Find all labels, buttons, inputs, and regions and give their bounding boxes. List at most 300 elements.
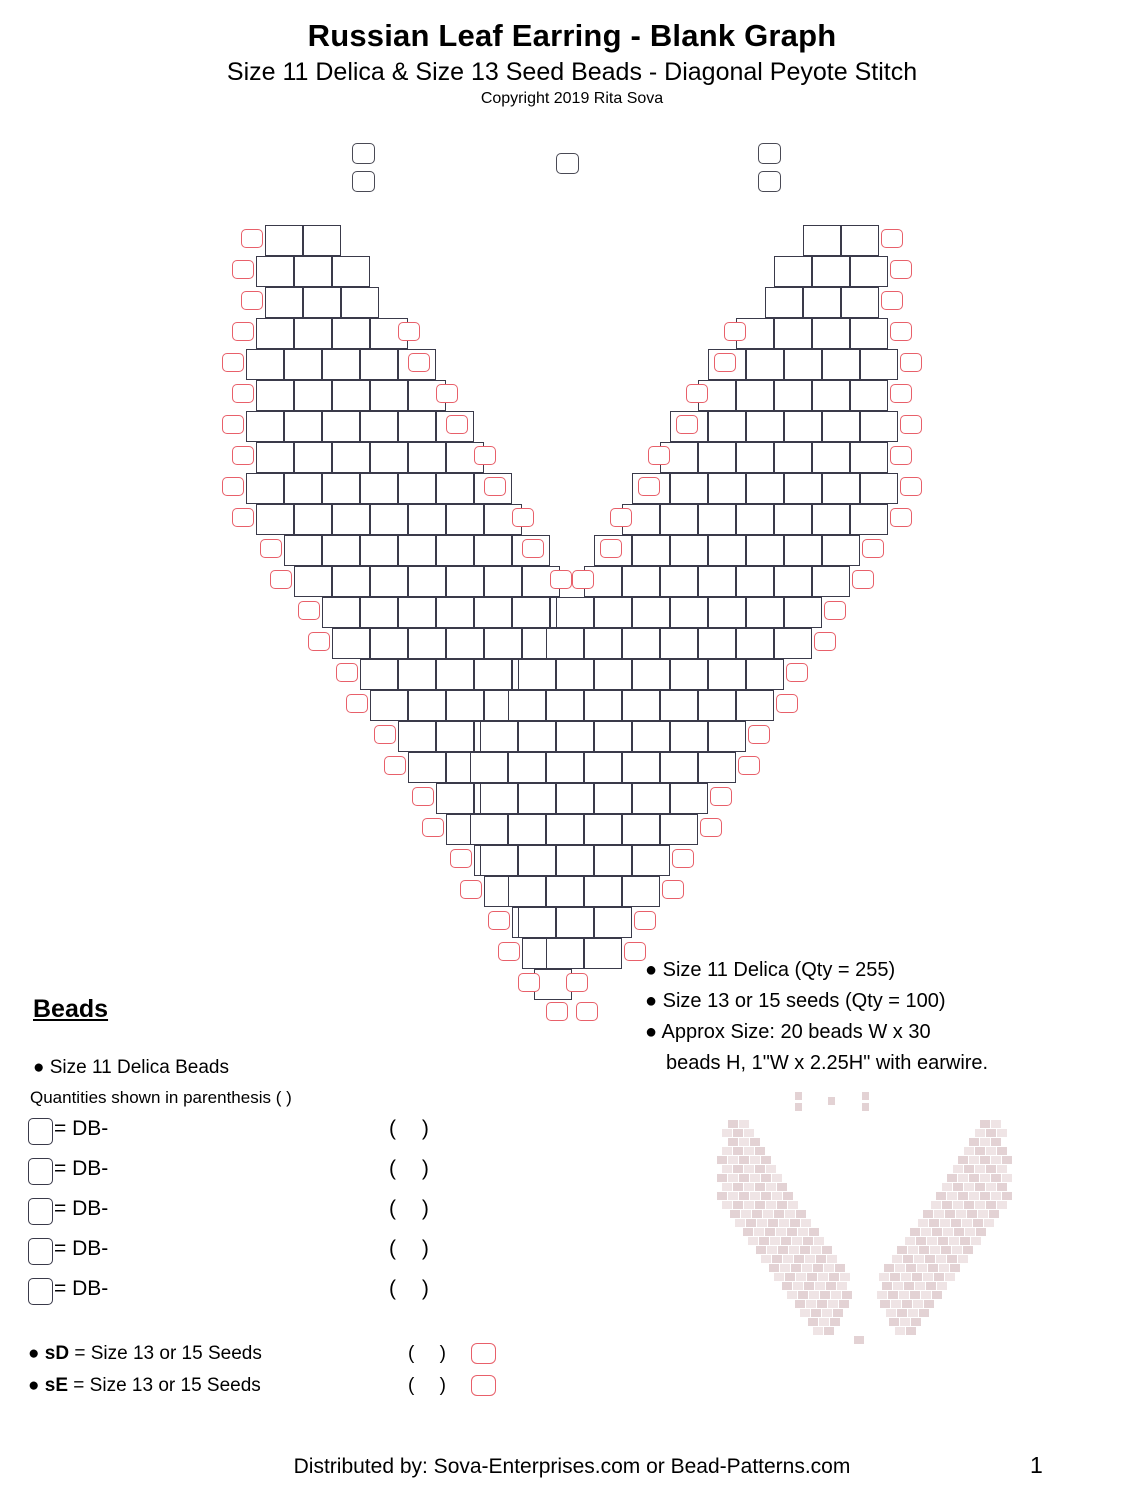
bead-cell[interactable]: [256, 380, 294, 411]
bead-cell[interactable]: [812, 566, 850, 597]
bead-cell[interactable]: [370, 380, 408, 411]
bead-cell[interactable]: [332, 256, 370, 287]
bead-cell[interactable]: [436, 473, 474, 504]
seed-bead-cell[interactable]: [572, 570, 594, 589]
bead-cell[interactable]: [446, 566, 484, 597]
seed-bead-cell[interactable]: [232, 322, 254, 341]
bead-cell[interactable]: [446, 628, 484, 659]
bead-cell[interactable]: [822, 349, 860, 380]
bead-cell[interactable]: [294, 442, 332, 473]
bead-cell[interactable]: [408, 690, 446, 721]
bead-cell[interactable]: [670, 659, 708, 690]
bead-cell[interactable]: [284, 349, 322, 380]
bead-cell[interactable]: [594, 907, 632, 938]
bead-cell[interactable]: [822, 473, 860, 504]
seed-bead-cell[interactable]: [610, 508, 632, 527]
seed-bead-cell[interactable]: [862, 539, 884, 558]
bead-cell[interactable]: [594, 721, 632, 752]
bead-cell[interactable]: [708, 535, 746, 566]
bead-cell[interactable]: [670, 535, 708, 566]
bead-cell[interactable]: [850, 442, 888, 473]
bead-cell[interactable]: [746, 411, 784, 442]
bead-cell[interactable]: [398, 721, 436, 752]
bead-cell[interactable]: [660, 690, 698, 721]
seed-bead-cell[interactable]: [852, 570, 874, 589]
bead-cell[interactable]: [736, 442, 774, 473]
bead-cell[interactable]: [860, 411, 898, 442]
seed-bead-cell[interactable]: [422, 818, 444, 837]
bead-cell[interactable]: [850, 318, 888, 349]
bead-cell[interactable]: [622, 690, 660, 721]
seed-bead-cell[interactable]: [384, 756, 406, 775]
bead-cell[interactable]: [784, 411, 822, 442]
bead-cell[interactable]: [294, 256, 332, 287]
seed-bead-cell[interactable]: [814, 632, 836, 651]
bead-cell[interactable]: [708, 473, 746, 504]
bead-cell[interactable]: [556, 721, 594, 752]
bead-cell[interactable]: [546, 752, 584, 783]
bead-cell[interactable]: [408, 442, 446, 473]
seed-bead-cell[interactable]: [686, 384, 708, 403]
bead-cell[interactable]: [408, 628, 446, 659]
bead-cell[interactable]: [360, 473, 398, 504]
bead-cell[interactable]: [436, 535, 474, 566]
bead-cell[interactable]: [632, 535, 670, 566]
bead-cell[interactable]: [594, 845, 632, 876]
seed-bead-cell[interactable]: [374, 725, 396, 744]
thumbnail-bead: [976, 1228, 986, 1236]
bead-cell[interactable]: [294, 380, 332, 411]
bead-cell[interactable]: [698, 628, 736, 659]
seed-bead-cell[interactable]: [672, 849, 694, 868]
bead-cell[interactable]: [594, 783, 632, 814]
seed-bead-cell[interactable]: [512, 508, 534, 527]
thumbnail-bead: [964, 1201, 974, 1209]
bead-cell[interactable]: [632, 659, 670, 690]
bead-cell[interactable]: [812, 504, 850, 535]
seed-bead-cell[interactable]: [336, 663, 358, 682]
seed-bead-cell[interactable]: [890, 446, 912, 465]
top-bead[interactable]: [556, 153, 579, 174]
seed-bead-cell[interactable]: [232, 508, 254, 527]
bead-cell[interactable]: [698, 442, 736, 473]
bead-cell[interactable]: [518, 659, 556, 690]
bead-cell[interactable]: [470, 814, 508, 845]
seed-bead-cell[interactable]: [408, 353, 430, 372]
bead-cell[interactable]: [698, 752, 736, 783]
bead-cell[interactable]: [784, 349, 822, 380]
bead-cell[interactable]: [622, 814, 660, 845]
bead-cell[interactable]: [546, 876, 584, 907]
bead-cell[interactable]: [256, 442, 294, 473]
bead-cell[interactable]: [850, 380, 888, 411]
bead-cell[interactable]: [584, 752, 622, 783]
bead-cell[interactable]: [670, 721, 708, 752]
bead-cell[interactable]: [622, 752, 660, 783]
bead-cell[interactable]: [246, 411, 284, 442]
bead-cell[interactable]: [670, 783, 708, 814]
bead-cell[interactable]: [398, 597, 436, 628]
seed-bead-cell[interactable]: [298, 601, 320, 620]
seed-bead-cell[interactable]: [576, 1002, 598, 1021]
bead-cell[interactable]: [322, 535, 360, 566]
bead-cell[interactable]: [480, 721, 518, 752]
seed-bead-cell[interactable]: [222, 415, 244, 434]
bead-cell[interactable]: [774, 628, 812, 659]
bead-cell[interactable]: [474, 535, 512, 566]
seed-bead-cell[interactable]: [446, 415, 468, 434]
top-bead[interactable]: [758, 143, 781, 164]
bead-cell[interactable]: [360, 411, 398, 442]
seed-bead-cell[interactable]: [474, 446, 496, 465]
bead-cell[interactable]: [322, 349, 360, 380]
bead-cell[interactable]: [860, 473, 898, 504]
seed-bead-cell[interactable]: [624, 942, 646, 961]
bead-cell[interactable]: [632, 597, 670, 628]
seed-bead-cell[interactable]: [550, 570, 572, 589]
bead-cell[interactable]: [632, 845, 670, 876]
seed-bead-cell[interactable]: [776, 694, 798, 713]
bead-cell[interactable]: [784, 597, 822, 628]
thumbnail-bead: [739, 1120, 749, 1128]
bead-cell[interactable]: [660, 566, 698, 597]
seed-bead-cell[interactable]: [232, 384, 254, 403]
bead-cell[interactable]: [436, 783, 474, 814]
thumbnail-bead: [840, 1273, 850, 1281]
seed-bead-cell[interactable]: [308, 632, 330, 651]
bead-cell[interactable]: [322, 597, 360, 628]
thumbnail-bead: [830, 1318, 840, 1326]
bead-cell[interactable]: [360, 349, 398, 380]
bead-cell[interactable]: [484, 628, 522, 659]
bead-cell[interactable]: [508, 752, 546, 783]
bead-cell[interactable]: [822, 535, 860, 566]
bead-cell[interactable]: [332, 504, 370, 535]
bead-cell[interactable]: [518, 721, 556, 752]
top-bead[interactable]: [758, 171, 781, 192]
seed-bead-cell[interactable]: [786, 663, 808, 682]
legend-row-label: = DB-: [54, 1237, 109, 1260]
bead-cell[interactable]: [746, 349, 784, 380]
bead-cell[interactable]: [660, 814, 698, 845]
bead-cell[interactable]: [736, 690, 774, 721]
bead-cell[interactable]: [398, 411, 436, 442]
bead-cell[interactable]: [512, 597, 550, 628]
bead-cell[interactable]: [370, 690, 408, 721]
bead-cell[interactable]: [784, 473, 822, 504]
bead-cell[interactable]: [736, 380, 774, 411]
seed-bead-cell[interactable]: [662, 880, 684, 899]
bead-cell[interactable]: [556, 783, 594, 814]
bead-cell[interactable]: [408, 566, 446, 597]
bead-cell[interactable]: [265, 287, 303, 318]
bead-cell[interactable]: [660, 628, 698, 659]
delica-swatch-icon: [28, 1118, 53, 1145]
bead-cell[interactable]: [518, 783, 556, 814]
bead-cell[interactable]: [265, 225, 303, 256]
bead-cell[interactable]: [670, 597, 708, 628]
bead-cell[interactable]: [484, 566, 522, 597]
seed-bead-cell[interactable]: [600, 539, 622, 558]
thumbnail-bead: [915, 1282, 925, 1290]
seed-bead-cell[interactable]: [900, 415, 922, 434]
bead-cell[interactable]: [508, 814, 546, 845]
bead-cell[interactable]: [332, 566, 370, 597]
seed-bead-cell[interactable]: [724, 322, 746, 341]
seed-bead-cell[interactable]: [436, 384, 458, 403]
bead-cell[interactable]: [850, 504, 888, 535]
bead-cell[interactable]: [803, 287, 841, 318]
seed-bead-cell[interactable]: [412, 787, 434, 806]
bead-cell[interactable]: [774, 504, 812, 535]
thumbnail-bead: [991, 1174, 1001, 1182]
bead-cell[interactable]: [584, 628, 622, 659]
bead-cell[interactable]: [746, 535, 784, 566]
bead-cell[interactable]: [408, 752, 446, 783]
bead-cell[interactable]: [256, 318, 294, 349]
bead-cell[interactable]: [470, 752, 508, 783]
bead-cell[interactable]: [708, 597, 746, 628]
bead-cell[interactable]: [698, 504, 736, 535]
bead-cell[interactable]: [622, 628, 660, 659]
bead-cell[interactable]: [370, 566, 408, 597]
seed-bead-cell[interactable]: [890, 384, 912, 403]
bead-cell[interactable]: [332, 628, 370, 659]
bead-cell[interactable]: [398, 659, 436, 690]
bead-cell[interactable]: [246, 349, 284, 380]
bead-cell[interactable]: [594, 597, 632, 628]
bead-cell[interactable]: [446, 504, 484, 535]
bead-cell[interactable]: [584, 938, 622, 969]
bead-cell[interactable]: [546, 628, 584, 659]
seed-bead-cell[interactable]: [890, 508, 912, 527]
bead-cell[interactable]: [670, 473, 708, 504]
top-bead[interactable]: [352, 171, 375, 192]
seed-bead-cell[interactable]: [222, 353, 244, 372]
bead-cell[interactable]: [246, 473, 284, 504]
bead-cell[interactable]: [294, 318, 332, 349]
bead-cell[interactable]: [556, 597, 594, 628]
bead-cell[interactable]: [256, 504, 294, 535]
bead-cell[interactable]: [284, 411, 322, 442]
bead-cell[interactable]: [518, 845, 556, 876]
bead-cell[interactable]: [370, 442, 408, 473]
bead-cell[interactable]: [322, 473, 360, 504]
bead-cell[interactable]: [556, 907, 594, 938]
seed-bead-cell[interactable]: [638, 477, 660, 496]
bead-cell[interactable]: [746, 659, 784, 690]
top-bead[interactable]: [352, 143, 375, 164]
bead-cell[interactable]: [584, 876, 622, 907]
thumbnail-bead: [798, 1228, 808, 1236]
thumbnail-bead: [917, 1264, 927, 1272]
bead-cell[interactable]: [584, 690, 622, 721]
seed-bead-cell[interactable]: [714, 353, 736, 372]
thumbnail-bead: [761, 1156, 771, 1164]
bead-cell[interactable]: [436, 659, 474, 690]
seed-bead-cell[interactable]: [738, 756, 760, 775]
seed-bead-cell[interactable]: [450, 849, 472, 868]
seed-bead-cell[interactable]: [222, 477, 244, 496]
bead-cell[interactable]: [480, 783, 518, 814]
bead-cell[interactable]: [746, 473, 784, 504]
bead-cell[interactable]: [708, 659, 746, 690]
bead-cell[interactable]: [632, 721, 670, 752]
bead-cell[interactable]: [774, 380, 812, 411]
seed-bead-cell[interactable]: [634, 911, 656, 930]
bead-cell[interactable]: [812, 442, 850, 473]
thumbnail-bead: [991, 1138, 1001, 1146]
bead-cell[interactable]: [332, 442, 370, 473]
bead-cell[interactable]: [556, 845, 594, 876]
bead-cell[interactable]: [660, 752, 698, 783]
seed-bead-cell[interactable]: [270, 570, 292, 589]
bead-cell[interactable]: [698, 566, 736, 597]
seed-bead-cell[interactable]: [260, 539, 282, 558]
seed-bead-cell[interactable]: [518, 973, 540, 992]
bead-cell[interactable]: [812, 318, 850, 349]
bead-cell[interactable]: [546, 938, 584, 969]
seed-bead-cell[interactable]: [676, 415, 698, 434]
bead-cell[interactable]: [822, 411, 860, 442]
bead-cell[interactable]: [850, 256, 888, 287]
bead-cell[interactable]: [584, 814, 622, 845]
bead-cell[interactable]: [736, 504, 774, 535]
bead-cell[interactable]: [594, 659, 632, 690]
seed-bead-cell[interactable]: [881, 291, 903, 310]
bead-cell[interactable]: [556, 659, 594, 690]
bead-cell[interactable]: [360, 597, 398, 628]
seed-bead-cell[interactable]: [460, 880, 482, 899]
seed-bead-cell[interactable]: [566, 973, 588, 992]
bead-cell[interactable]: [708, 721, 746, 752]
bead-cell[interactable]: [774, 566, 812, 597]
seed-bead-cell[interactable]: [398, 322, 420, 341]
thumbnail-bead: [767, 1246, 777, 1254]
bead-cell[interactable]: [332, 380, 370, 411]
seed-bead-cell[interactable]: [488, 911, 510, 930]
bead-cell[interactable]: [660, 504, 698, 535]
thumbnail-bead: [779, 1219, 789, 1227]
bead-cell[interactable]: [398, 535, 436, 566]
bead-cell[interactable]: [332, 318, 370, 349]
bead-cell[interactable]: [841, 225, 879, 256]
bead-cell[interactable]: [622, 876, 660, 907]
bead-cell[interactable]: [508, 876, 546, 907]
bead-cell[interactable]: [841, 287, 879, 318]
bead-cell[interactable]: [474, 597, 512, 628]
bead-cell[interactable]: [360, 659, 398, 690]
bead-cell[interactable]: [765, 287, 803, 318]
bead-cell[interactable]: [408, 504, 446, 535]
seed-bead-cell[interactable]: [498, 942, 520, 961]
seed-bead-cell[interactable]: [241, 291, 263, 310]
bead-cell[interactable]: [508, 690, 546, 721]
bead-cell[interactable]: [774, 442, 812, 473]
thumbnail-bead: [826, 1282, 836, 1290]
seed-bead-icon: [471, 1375, 496, 1396]
bead-cell[interactable]: [860, 349, 898, 380]
thumbnail-bead: [967, 1210, 977, 1218]
seed-bead-cell[interactable]: [232, 446, 254, 465]
bead-cell[interactable]: [284, 473, 322, 504]
bead-cell[interactable]: [294, 504, 332, 535]
bead-cell[interactable]: [736, 628, 774, 659]
bead-cell[interactable]: [784, 535, 822, 566]
thumbnail-bead: [1002, 1174, 1012, 1182]
seed-bead-cell[interactable]: [748, 725, 770, 744]
bead-cell[interactable]: [812, 256, 850, 287]
bead-cell[interactable]: [322, 411, 360, 442]
bead-cell[interactable]: [736, 566, 774, 597]
bead-cell[interactable]: [303, 287, 341, 318]
bead-cell[interactable]: [370, 628, 408, 659]
thumbnail-bead: [739, 1174, 749, 1182]
seed-bead-cell[interactable]: [710, 787, 732, 806]
bead-cell[interactable]: [360, 535, 398, 566]
bead-cell[interactable]: [480, 845, 518, 876]
bead-cell[interactable]: [436, 597, 474, 628]
bead-cell[interactable]: [256, 256, 294, 287]
bead-cell[interactable]: [803, 225, 841, 256]
bead-cell[interactable]: [398, 473, 436, 504]
seed-bead-cell[interactable]: [522, 539, 544, 558]
seed-bead-cell[interactable]: [824, 601, 846, 620]
thumbnail-bead: [954, 1228, 964, 1236]
seed-bead-cell[interactable]: [900, 353, 922, 372]
seed-bead-cell[interactable]: [700, 818, 722, 837]
seed-code: sE: [44, 1375, 69, 1396]
seed-bead-cell[interactable]: [648, 446, 670, 465]
seed-bead-cell[interactable]: [881, 229, 903, 248]
seed-bead-cell[interactable]: [232, 260, 254, 279]
thumbnail-bead: [931, 1201, 941, 1209]
thumbnail-bead: [991, 1156, 1001, 1164]
bead-cell[interactable]: [698, 690, 736, 721]
bead-cell[interactable]: [294, 566, 332, 597]
bead-cell[interactable]: [812, 380, 850, 411]
thumbnail-bead: [835, 1264, 845, 1272]
bead-cell[interactable]: [370, 504, 408, 535]
bead-cell[interactable]: [774, 318, 812, 349]
seed-bead-cell[interactable]: [346, 694, 368, 713]
bead-cell[interactable]: [436, 721, 474, 752]
bead-cell[interactable]: [518, 907, 556, 938]
bead-cell[interactable]: [774, 256, 812, 287]
seed-bead-cell[interactable]: [241, 229, 263, 248]
seed-bead-cell[interactable]: [890, 260, 912, 279]
seed-legend-row[interactable]: [28, 1375, 456, 1397]
seed-bead-cell[interactable]: [484, 477, 506, 496]
seed-bead-cell[interactable]: [900, 477, 922, 496]
seed-bead-cell[interactable]: [890, 322, 912, 341]
bead-cell[interactable]: [474, 659, 512, 690]
bead-cell[interactable]: [622, 566, 660, 597]
thumbnail-bead: [765, 1228, 775, 1236]
seed-legend-row[interactable]: [28, 1343, 456, 1365]
seed-bead-cell[interactable]: [546, 1002, 568, 1021]
bead-cell[interactable]: [303, 225, 341, 256]
bead-cell[interactable]: [746, 597, 784, 628]
bead-cell[interactable]: [546, 814, 584, 845]
bead-cell[interactable]: [284, 535, 322, 566]
thumbnail-bead: [947, 1192, 957, 1200]
bead-cell[interactable]: [546, 690, 584, 721]
bead-cell[interactable]: [341, 287, 379, 318]
bead-cell[interactable]: [632, 783, 670, 814]
bead-cell[interactable]: [446, 690, 484, 721]
bead-cell[interactable]: [708, 411, 746, 442]
